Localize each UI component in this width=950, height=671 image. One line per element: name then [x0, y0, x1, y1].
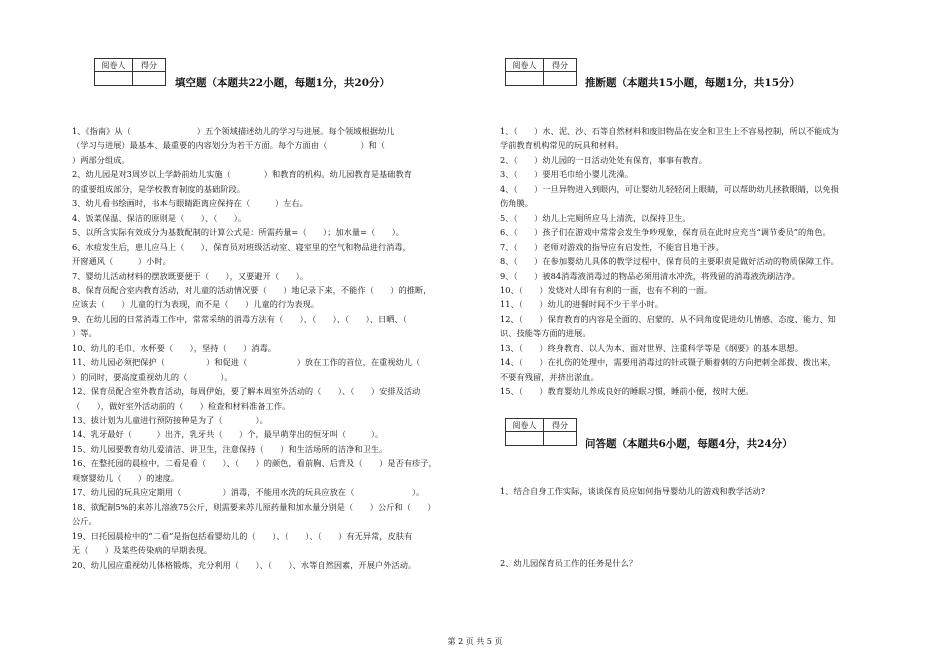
question-line: 4、（ ）一旦异物进入到眼内，可让婴幼儿轻轻闭上眼睛，可以帮助幼儿拯救眼睛，以免损	[500, 183, 839, 194]
question-line: 无（ ）及某些传染病的早期表现。	[72, 545, 213, 556]
question-line: 不要有残留，并挤出淤血。	[500, 371, 599, 382]
question-line: 9、（ ）被84消毒液消毒过的物品必须用清水冲洗，将残留的消毒液洗刷洁净。	[500, 270, 800, 281]
score-header: 得分	[544, 419, 577, 432]
question-line: 6、（ ）孩子们在游戏中常常会发生争吵现象，保育员在此时应充当“调节委员”的角色。	[500, 227, 831, 238]
question-line: 16、在整托园的晨检中，二看是看（ ）、（ ）的颜色，看前胸、后背及（ ）是否有疹子，	[72, 458, 437, 469]
question-line: 10、（ ）发烧对人即有有利的一面，也有不利的一面。	[500, 284, 713, 295]
question-line: 1、（ ）水、泥、沙、石等自然材料和废旧物品在安全和卫生上不容易控制，所以不能成为	[500, 126, 839, 136]
question-line: 10、幼儿的毛巾、水杯要（ ），坚持（ ）消毒。	[72, 342, 277, 353]
question-line: 3、（ ）要用毛巾给小婴儿洗澡。	[500, 169, 633, 180]
question-line: 识、技能等方面的进展。	[500, 328, 591, 339]
question-line: 15、幼儿园要教育幼儿爱清洁、讲卫生，注意保持（ ）和生活场所的洁净和卫生。	[72, 443, 388, 454]
question-line: 观察婴幼儿（ ）的速度。	[72, 472, 180, 483]
question-line: 12、（ ）保育教育的内容是全面的、启蒙的、从不同角度促进幼儿情感、态度、能力、知	[500, 313, 836, 324]
question-line: 伤角膜。	[500, 198, 533, 209]
question-line: 13、拔计划为儿童进行预防接种是为了（ ）。	[72, 415, 268, 425]
question-line: 4、饭菜保温、保洁的原则是（ ）、（ ）。	[72, 212, 247, 223]
question-line: 14、乳牙最好（ ）出齐，乳牙共（ ）个，最早萌芽出的恒牙叫（ ）。	[72, 429, 384, 440]
score-header: 得分	[133, 59, 166, 72]
qa-question-2: 2、幼儿园保育员工作的任务是什么？	[500, 558, 638, 568]
judgment-title: 推断题（本题共15小题，每题1分，共15分）	[585, 77, 801, 89]
question-line: 17、幼儿园的玩具应定期用（ ）消毒，不能用水洗的玩具应放在（ ）。	[72, 487, 425, 498]
question-line: 15、（ ）教育婴幼儿养成良好的睡眠习惯，睡前小便，按时大便。	[500, 386, 754, 397]
question-line: 2、幼儿园是对3周岁以上学龄前幼儿实施（ ）和教育的机构。幼儿园教育是基础教育	[72, 169, 413, 180]
question-line: 应该去（ ）儿童的行为表现，而不是（ ）儿童的行为表现。	[72, 299, 320, 310]
question-line: 8、保育员配合室内教育活动，对儿童的活动情况要（ ）地记录下来，不能作（ ）的推断，	[72, 284, 432, 295]
question-line: ）两部分组成。	[72, 154, 130, 165]
question-line: 公斤。	[72, 516, 97, 527]
question-line: 20、幼儿园应重视幼儿体格锻炼，充分利用（ ）、（ ）、水等自然因素，开展户外活动。	[72, 559, 417, 570]
score-header: 得分	[544, 59, 577, 72]
question-line: 8、（ ）在参加婴幼儿具体的教学过程中，保育员的主要职责是做好活动的物质保障工作。	[500, 256, 839, 267]
question-line: 5、（ ）幼儿上完厕所应马上清洗，以保持卫生。	[500, 212, 691, 223]
question-line: （学习与进展）最基本、最重要的内容划分为若干方面。每个方面由（ ）和（	[72, 140, 386, 151]
question-line: 18、欲配制5%的来苏儿溶液75公斤，则需要来苏儿原药量和加水量分别是（ ）公斤和（ ）	[72, 501, 436, 512]
score-box-qa	[505, 418, 577, 446]
question-line: 开窗通风（ ）小时。	[72, 256, 171, 267]
question-line: 11、（ ）幼儿的进餐时间不少于半小时。	[500, 299, 663, 310]
question-line: 5、以所含实际有效成分为基数配制的计算公式是：所需药量=（ ）；加水量=（ ）。	[72, 227, 405, 238]
question-line: 9、在幼儿园的日常消毒工作中，常常采纳的消毒方法有（ ）、（ ）、（ ）、日晒、（	[72, 313, 424, 324]
question-line: 7、（ ）老师对游戏的指导应有启发性，不能盲目地干涉。	[500, 241, 724, 252]
question-line: ）等。	[72, 328, 97, 339]
question-line: 11、幼儿园必须把保护（ ）和促进（ ）放在工作的首位，在重视幼儿（	[72, 357, 421, 368]
score-box-fill	[94, 58, 166, 86]
question-line: 13、（ ）终身教育、以人为本、面对世界、注重科学等是《纲要》的基本思想。	[500, 342, 803, 353]
question-line: 7、婴幼儿活动材料的摆放既要便于（ ），又要避开（ ）。	[72, 270, 308, 281]
question-line: 3、幼儿看书绘画时，书本与眼睛距离应保持在（ ）左右。	[72, 198, 308, 209]
qa-question-1: 1、结合自身工作实际，谈谈保育员应如何指导婴幼儿的游戏和教学活动?	[500, 486, 766, 496]
score-box-judge	[505, 58, 577, 86]
question-line: 的重要组成部分，是学校教育制度的基础阶段。	[72, 183, 245, 194]
question-line: 2、（ ）幼儿园的一日活动处处有保育，事事有教育。	[500, 154, 708, 165]
question-line: 学前教育机构常见的玩具和材料。	[500, 140, 624, 151]
qa-title: 问答题（本题共6小题，每题4分，共24分）	[585, 438, 793, 450]
reviewer-header: 阅卷人	[506, 59, 544, 72]
question-line: 6、水痘发生后，患儿应马上（ ），保育员对班级活动室、寝室里的空气和物品进行消毒，	[72, 241, 411, 252]
question-line: ）的同时，要高度重视幼儿的（ ）。	[72, 371, 233, 382]
page-footer: 第 2 页 共 5 页	[447, 637, 503, 646]
question-line: 1、《指南》从（ ）五个领域描述幼儿的学习与进展。每个领域根据幼儿	[72, 126, 395, 136]
question-line: 12、保育员配合室外教育活动，每周伊始，要了解本周室外活动的（ ）、（ ）安排及活动	[72, 386, 421, 397]
question-line: （ ），做好室外活动前的（ ）检查和材料准备工作。	[72, 400, 291, 411]
reviewer-header: 阅卷人	[506, 419, 544, 432]
question-line: 14、（ ）在扎伤的处理中，需要用消毒过的针或镊子顺着刺的方向把刺全部拨、拨出来，	[500, 357, 836, 368]
question-line: 19、日托园晨检中的“二看”是指包括看婴幼儿的（ ）、（ ）、（ ）有无异常，皮肤有	[72, 530, 413, 541]
reviewer-header: 阅卷人	[95, 59, 133, 72]
fill-blank-title: 填空题（本题共22小题，每题1分，共20分）	[175, 77, 391, 89]
